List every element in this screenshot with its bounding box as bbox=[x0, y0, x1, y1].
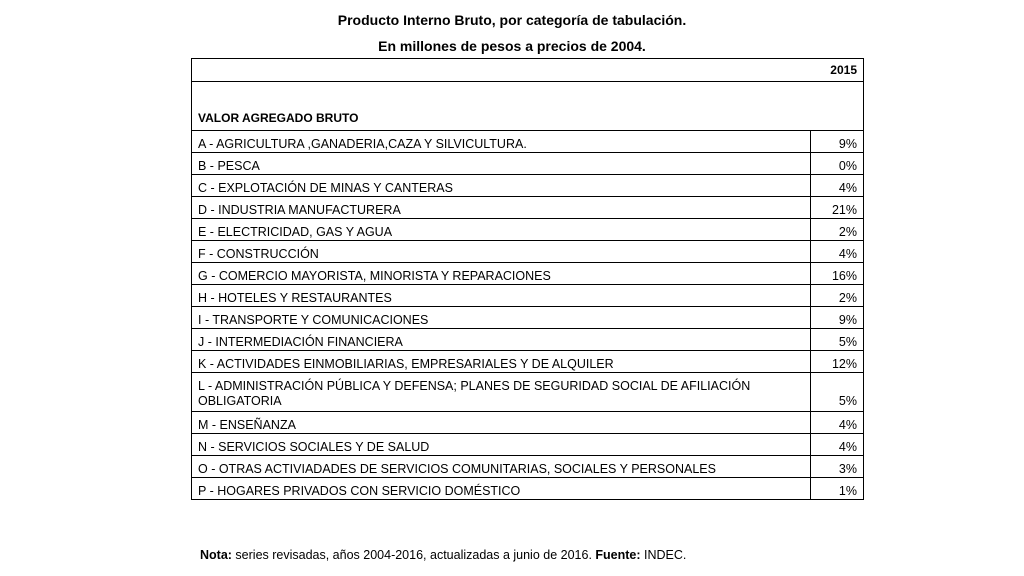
category-share: 21% bbox=[811, 197, 864, 219]
note-label: Nota: bbox=[200, 548, 232, 562]
category-label: K - ACTIVIDADES EINMOBILIARIAS, EMPRESARIALES Y DE ALQUILER bbox=[192, 351, 811, 373]
category-label: P - HOGARES PRIVADOS CON SERVICIO DOMÉSTICO bbox=[192, 478, 811, 500]
table-row bbox=[192, 197, 864, 219]
table-row bbox=[192, 241, 864, 263]
year-header-row bbox=[192, 59, 864, 82]
table-row bbox=[192, 456, 864, 478]
category-label: D - INDUSTRIA MANUFACTURERA bbox=[192, 197, 811, 219]
category-label: N - SERVICIOS SOCIALES Y DE SALUD bbox=[192, 434, 811, 456]
category-label: B - PESCA bbox=[192, 153, 811, 175]
category-label: O - OTRAS ACTIVIADADES DE SERVICIOS COMUNITARIAS, SOCIALES Y PERSONALES bbox=[192, 456, 811, 478]
category-share: 12% bbox=[811, 351, 864, 373]
gdp-table bbox=[191, 58, 864, 500]
column-header-row bbox=[192, 82, 864, 131]
category-label: G - COMERCIO MAYORISTA, MINORISTA Y REPARACIONES bbox=[192, 263, 811, 285]
table-row bbox=[192, 329, 864, 351]
category-share: 3% bbox=[811, 456, 864, 478]
category-share: 4% bbox=[811, 412, 864, 434]
page-subtitle: En millones de pesos a precios de 2004. bbox=[378, 38, 646, 54]
category-label: L - ADMINISTRACIÓN PÚBLICA Y DEFENSA; PLANES DE SEGURIDAD SOCIAL DE AFILIACIÓN OBLIGATORIA bbox=[192, 373, 811, 412]
category-share: 9% bbox=[811, 131, 864, 153]
table-row bbox=[192, 307, 864, 329]
category-label: M - ENSEÑANZA bbox=[192, 412, 811, 434]
table-row bbox=[192, 434, 864, 456]
table-row bbox=[192, 373, 864, 412]
source-text: INDEC. bbox=[640, 548, 687, 562]
category-share: 0% bbox=[811, 153, 864, 175]
category-share: 4% bbox=[811, 434, 864, 456]
year-header-cell: 2015 bbox=[192, 59, 864, 82]
table-row bbox=[192, 153, 864, 175]
category-share: 1% bbox=[811, 478, 864, 500]
footnote bbox=[200, 548, 686, 562]
gdp-table-body bbox=[192, 59, 864, 500]
source-label: Fuente: bbox=[595, 548, 641, 562]
category-share: 9% bbox=[811, 307, 864, 329]
category-label: H - HOTELES Y RESTAURANTES bbox=[192, 285, 811, 307]
category-share: 5% bbox=[811, 373, 864, 412]
table-row bbox=[192, 263, 864, 285]
category-share: 2% bbox=[811, 285, 864, 307]
page-title: Producto Interno Bruto, por categoría de tabulación. bbox=[337, 12, 687, 28]
category-share: 16% bbox=[811, 263, 864, 285]
category-label: J - INTERMEDIACIÓN FINANCIERA bbox=[192, 329, 811, 351]
table-row bbox=[192, 351, 864, 373]
table-row bbox=[192, 219, 864, 241]
category-share: 2% bbox=[811, 219, 864, 241]
table-row bbox=[192, 175, 864, 197]
table-row bbox=[192, 478, 864, 500]
category-share: 5% bbox=[811, 329, 864, 351]
table-row bbox=[192, 131, 864, 153]
value-added-header: VALOR AGREGADO BRUTO bbox=[192, 82, 864, 131]
category-label: A - AGRICULTURA ,GANADERIA,CAZA Y SILVICULTURA. bbox=[192, 131, 811, 153]
table-row bbox=[192, 285, 864, 307]
category-label: C - EXPLOTACIÓN DE MINAS Y CANTERAS bbox=[192, 175, 811, 197]
category-label: E - ELECTRICIDAD, GAS Y AGUA bbox=[192, 219, 811, 241]
category-label: F - CONSTRUCCIÓN bbox=[192, 241, 811, 263]
note-text: series revisadas, años 2004-2016, actualizadas a junio de 2016. bbox=[231, 548, 596, 562]
category-label: I - TRANSPORTE Y COMUNICACIONES bbox=[192, 307, 811, 329]
table-row bbox=[192, 412, 864, 434]
category-share: 4% bbox=[811, 241, 864, 263]
category-share: 4% bbox=[811, 175, 864, 197]
